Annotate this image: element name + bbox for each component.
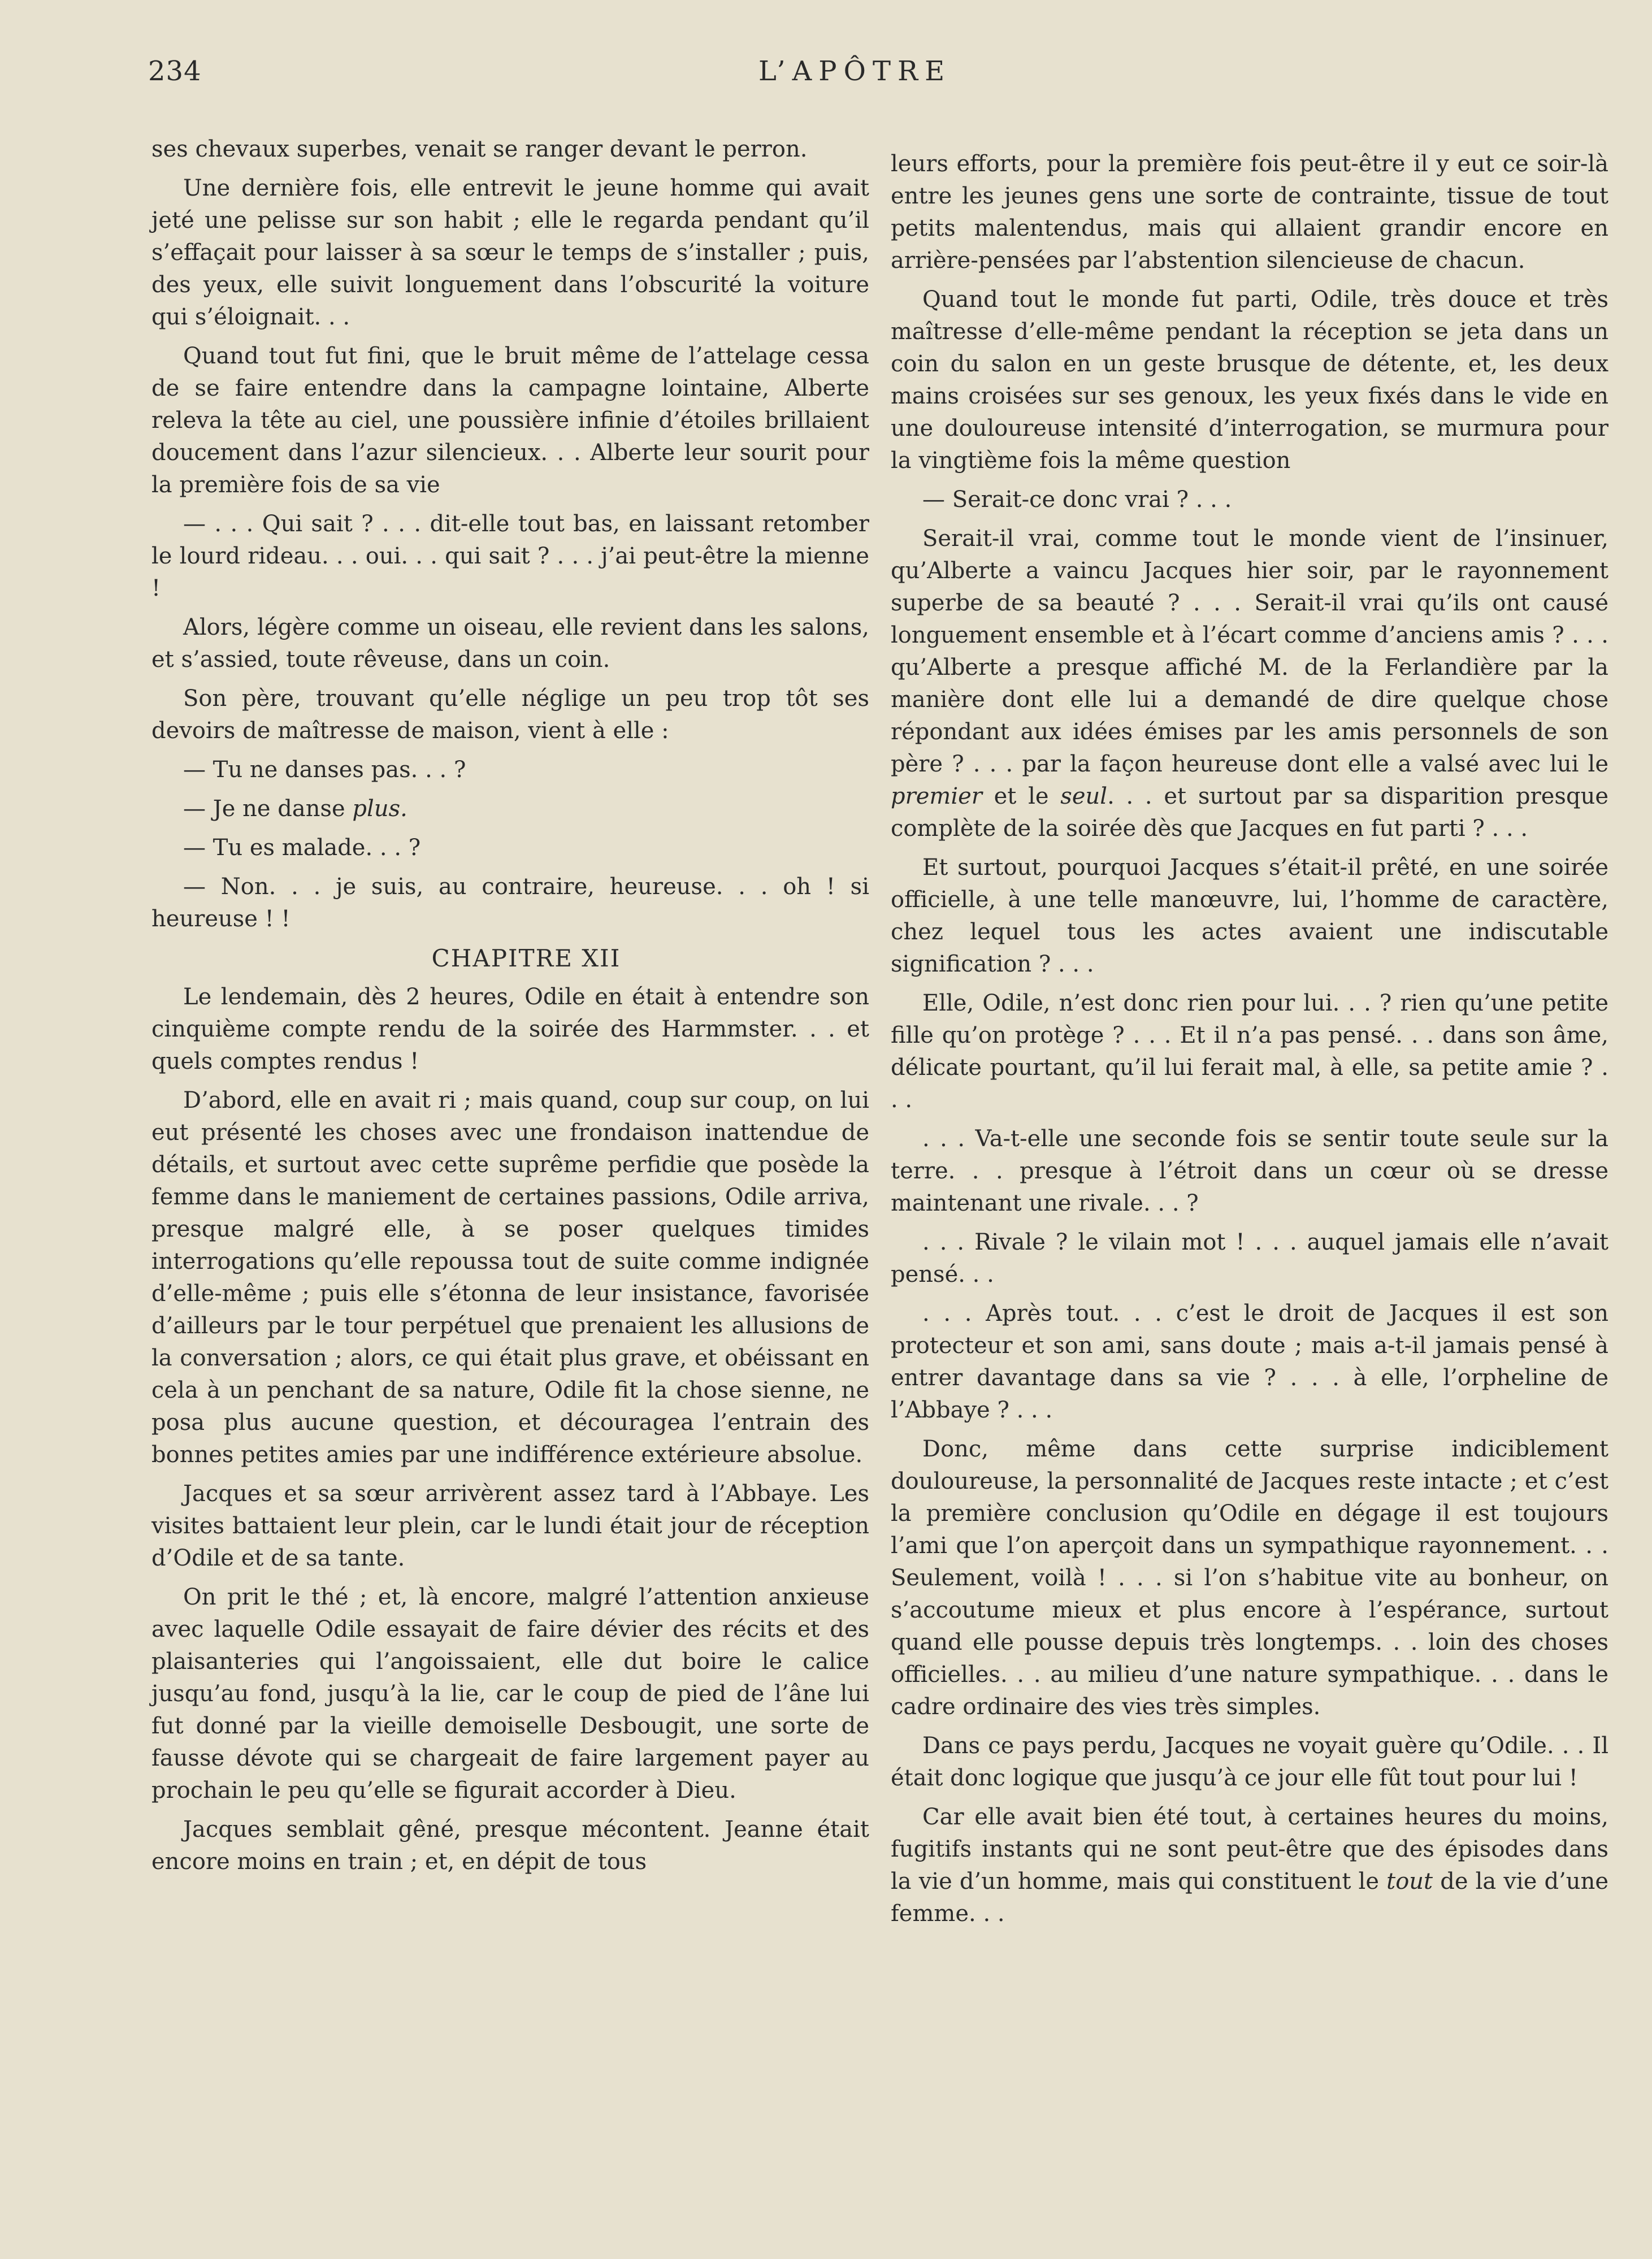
dialogue-line: — Non. . . je suis, au contraire, heureuse. . . oh ! si heureuse ! ! bbox=[151, 874, 869, 932]
text-run: Car elle avait bien été tout, à certaines heures du moins, fugitifs instants qui ne sont peut-être que des épisodes dans la vie d’un homme, mais qui constituent le bbox=[891, 1804, 1608, 1894]
paragraph: Jacques semblait gêné, presque mécontent. Jeanne était encore moins en train ; et, en dépit de tous bbox=[151, 1816, 869, 1875]
paragraph: Quand tout fut fini, que le bruit même de l’attelage cessa de se faire entendre dans la campagne lointaine, Alberte releva la tête au ciel, une poussière infinie d’étoiles brillaient doucement dans l’azur silencieux. . . Alberte leur sourit pour la première fois de sa vie bbox=[151, 343, 869, 498]
paragraph: . . . Après tout. . . c’est le droit de Jacques il est son protecteur et son ami, sans doute ; mais a-t-il jamais pensé à entrer davantage dans sa vie ? . . . à elle, l’orpheline de l’Abbaye ? . . . bbox=[891, 1300, 1608, 1423]
paragraph: D’abord, elle en avait ri ; mais quand, coup sur coup, on lui eut présenté les choses avec une frondaison inattendue de détails, et surtout avec cette suprême perfidie que posède la femme dans le maniement de certaines passions, Odile arriva, presque malgré elle, à se poser quelques timides interrogations qu’elle repoussa tout de suite comme indignée d’elle-même ; puis elle s’étonna de leur insistance, favorisée d’ailleurs par le tour perpétuel que prenaient les allusions de la conversation ; alors, ce qui était plus grave, et obéissant en cela à un penchant de sa nature, Odile fit la chose sienne, ne posa plus aucune question, et découragea l’entrain des bonnes petites amies par une indifférence extérieure absolue. bbox=[151, 1087, 869, 1468]
italic-word: tout bbox=[1386, 1868, 1433, 1894]
paragraph: Alors, légère comme un oiseau, elle revient dans les salons, et s’assied, toute rêveuse, dans un coin. bbox=[151, 614, 869, 673]
page-header bbox=[148, 55, 1007, 104]
paragraph: Jacques et sa sœur arrivèrent assez tard à l’Abbaye. Les visites battaient leur plein, car le lundi était jour de réception d’Odile et de sa tante. bbox=[151, 1481, 869, 1571]
italic-word: seul bbox=[1060, 783, 1108, 809]
paragraph: Son père, trouvant qu’elle néglige un peu trop tôt ses devoirs de maîtresse de maison, vient à elle : bbox=[151, 686, 869, 744]
paragraph: Dans ce pays perdu, Jacques ne voyait guère qu’Odile. . . Il était donc logique que jusqu’à ce jour elle fût tout pour lui ! bbox=[891, 1733, 1608, 1791]
text-run: de la vie d’une femme. . . bbox=[891, 1868, 1609, 1927]
paragraph bbox=[891, 523, 1608, 845]
paragraph: Et surtout, pourquoi Jacques s’était-il prêté, en une soirée officielle, à une telle manœuvre, lui, l’homme de caractère, chez lequel tous les actes avaient une indiscutable signification ? . . . bbox=[891, 855, 1608, 977]
dialogue-line: — Serait-ce donc vrai ? . . . bbox=[922, 487, 1232, 513]
running-title: L’APÔTRE bbox=[758, 55, 952, 87]
paragraph: . . . Va-t-elle une seconde fois se sentir toute seule sur la terre. . . presque à l’étroit dans un cœur où se dresse maintenant une rivale. . . ? bbox=[891, 1126, 1608, 1216]
text-run: . . . et surtout par sa disparition presque complète de la soirée dès que Jacques en fut parti ? . . . bbox=[891, 783, 1609, 842]
chapter-title: CHAPITRE XII bbox=[431, 944, 621, 972]
paragraph: leurs efforts, pour la première fois peut-être il y eut ce soir-là entre les jeunes gens une sorte de contrainte, tissue de tout petits malentendus, mais qui allaient grandir encore en arrière-pensées par l’abstention silencieuse de chacun. bbox=[891, 151, 1608, 274]
paragraph: ses chevaux superbes, venait se ranger devant le perron. bbox=[151, 136, 808, 162]
left-column bbox=[151, 133, 869, 1885]
text-run: Serait-il vrai, comme tout le monde vient de l’insinuer, qu’Alberte a vaincu Jacques hier soir, par le rayonnement superbe de sa beauté ? . . . Serait-il vrai qu’ils ont causé longuement ensemble et à l’écart comme d’anciens amis ? . . . qu’Alberte a presque affiché M. de la Ferlandière par la manière dont elle lui a demandé de dire quelque chose répondant aux idées émises par les amis personnels de son père ? . . . par la façon heureuse dont elle a valsé avec lui le bbox=[891, 526, 1608, 777]
paragraph: Une dernière fois, elle entrevit le jeune homme qui avait jeté une pelisse sur son habit ; elle le regarda pendant qu’il s’effaçait pour laisser à sa sœur le temps de s’installer ; puis, des yeux, elle suivit longuement dans l’obscurité la voiture qui s’éloignait. . . bbox=[151, 175, 869, 330]
paragraph: . . . Rivale ? le vilain mot ! . . . auquel jamais elle n’avait pensé. . . bbox=[891, 1229, 1608, 1287]
paragraph: Donc, même dans cette surprise indiciblement douloureuse, la personnalité de Jacques reste intacte ; et c’est la première conclusion qu’Odile en dégage il est toujours l’ami que l’on aperçoit dans un sympathique rayonnement. . . Seulement, voilà ! . . . si l’on s’habitue vite au bonheur, on s’accoutume mieux et plus encore à l’espérance, surtout quand elle pousse depuis très longtemps. . . loin des choses officielles. . . au milieu d’une nature sympathique. . . dans le cadre ordinaire des vies très simples. bbox=[891, 1436, 1608, 1720]
dialogue-text: — Je ne danse bbox=[183, 796, 353, 822]
dialogue-line: — Tu ne danses pas. . . ? bbox=[183, 757, 466, 783]
dialogue-line bbox=[151, 793, 869, 825]
page-number: 234 bbox=[148, 55, 202, 87]
paragraph: On prit le thé ; et, là encore, malgré l’attention anxieuse avec laquelle Odile essayait de faire dévier des récits et des plaisanteries qui l’angoissaient, elle dut boire le calice jusqu’au fond, jusqu’à la lie, car le coup de pied de l’âne lui fut donné par la vieille demoiselle Desbougit, une sorte de fausse dévote qui se chargeait de faire largement payer au prochain le peu qu’elle se figurait accorder à Dieu. bbox=[151, 1584, 869, 1803]
text-run: et le bbox=[982, 783, 1061, 809]
paragraph: — . . . Qui sait ? . . . dit-elle tout bas, en laissant retomber le lourd rideau. . . oui. . . qui sait ? . . . j’ai peut-être la mienne ! bbox=[151, 511, 869, 601]
dialogue-line: — Tu es malade. . . ? bbox=[183, 835, 421, 861]
paragraph: Le lendemain, dès 2 heures, Odile en était à entendre son cinquième compte rendu de la soirée des Harmmster. . . et quels comptes rendus ! bbox=[151, 984, 869, 1074]
paragraph: Quand tout le monde fut parti, Odile, très douce et très maîtresse d’elle-même pendant la réception se jeta dans un coin du salon en un geste brusque de détente, et, les deux mains croisées sur ses genoux, les yeux fixés dans le vide en une douloureuse intensité d’interrogation, se murmura pour la vingtième fois la même question bbox=[891, 287, 1608, 474]
paragraph: Elle, Odile, n’est donc rien pour lui. . . ? rien qu’une petite fille qu’on protège ? . . . Et il n’a pas pensé. . . dans son âme, délicate pourtant, qu’il lui ferait mal, à elle, sa petite amie ? . . . bbox=[891, 990, 1608, 1113]
paragraph bbox=[891, 1801, 1608, 1930]
italic-word: plus. bbox=[352, 796, 407, 822]
italic-word: premier bbox=[891, 783, 982, 809]
right-column bbox=[891, 148, 1608, 1937]
